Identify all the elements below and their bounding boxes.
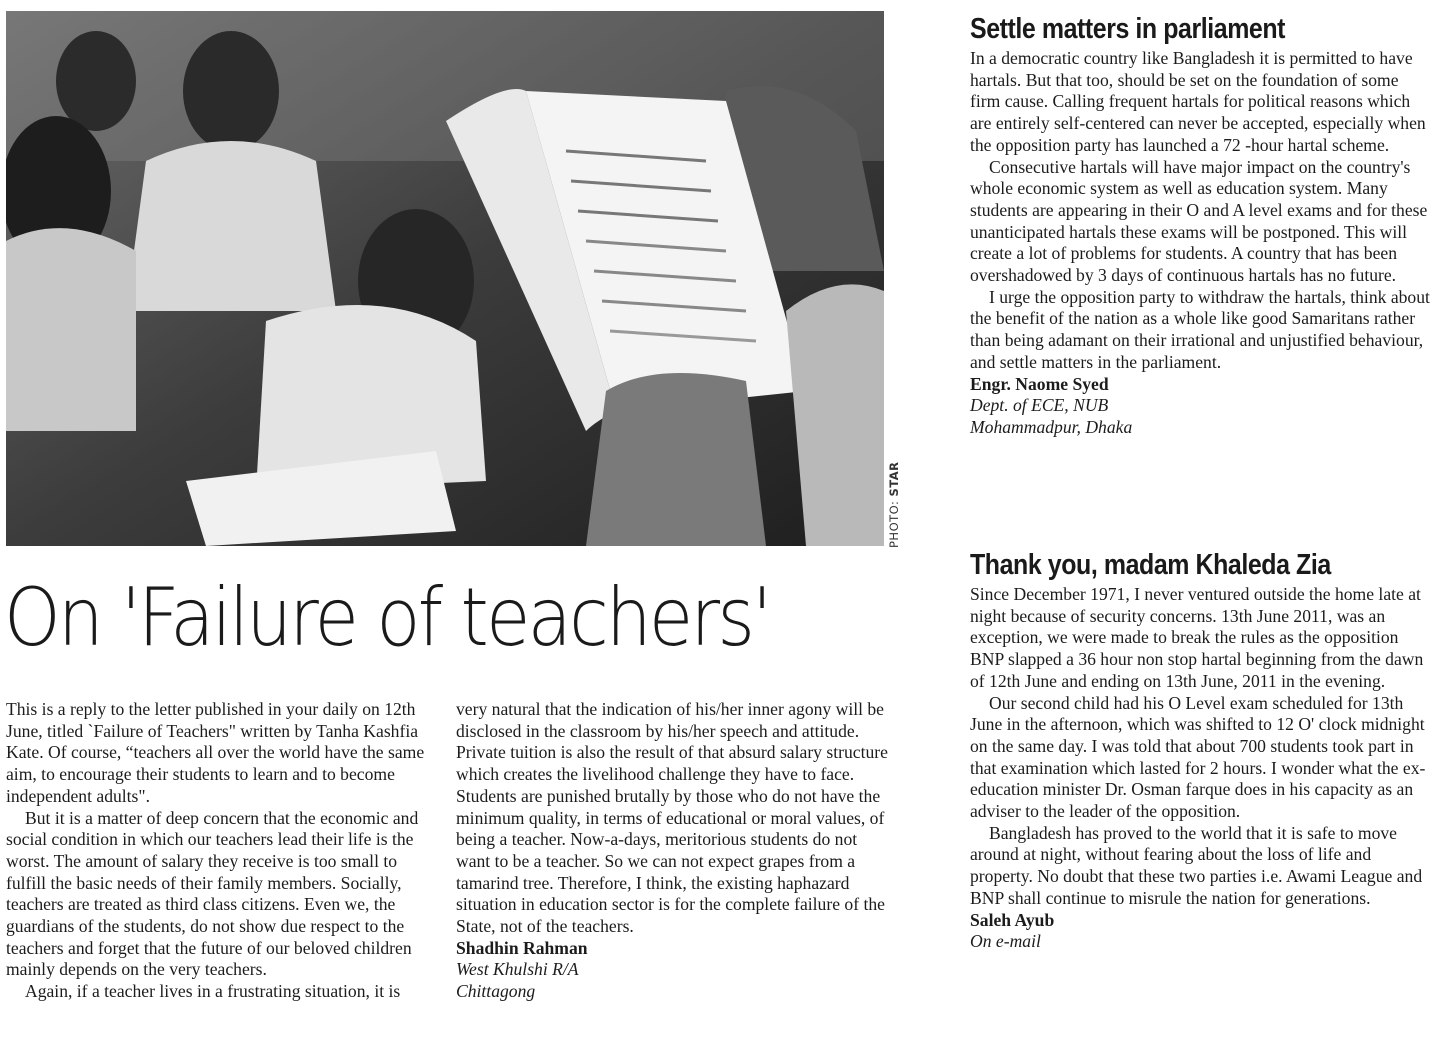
letter-settle-matters	[970, 12, 1432, 439]
letter-title: Thank you, madam Khaleda Zia	[970, 549, 1331, 581]
classroom-photo	[6, 11, 884, 546]
main-article-paragraph: Again, if a teacher lives in a frustrating situation, it is	[25, 981, 401, 1002]
letter-thank-you	[970, 548, 1432, 953]
letter-paragraph: Our second child had his O Level exam scheduled for 13th June in the afternoon, which was shifted to 12 O' clock midnight on the same day. I was told that about 700 students took part in that examination which lasted for 2 hours. I wonder what the ex-education minister Dr. Osman farque does in his capacity as an adviser to the leader of the opposition.	[970, 692, 1426, 822]
main-article-paragraph: But it is a matter of deep concern that the economic and social condition in which our teachers lead their life is the worst. The amount of salary they receive is too small to fulfill the basic needs of their family members. Socially, teachers are treated as third class citizens. Even we, the guardians of the students, do not show due respect to the teachers and forget that the future of our beloved children mainly depends on the very teachers.	[6, 807, 419, 980]
letter-signature: Engr. Naome Syed	[970, 373, 1109, 394]
letter-affiliation: On e-mail	[970, 931, 1041, 952]
letter-paragraph: I urge the opposition party to withdraw the hartals, think about the benefit of the nation as a whole like good Samaritans rather than being adamant on their irrational and unjustified behaviour, and settle matters in the parliament.	[970, 286, 1430, 372]
letter-paragraph: Since December 1971, I never ventured outside the home late at night because of security concerns. 13th June 2011, was an exception, we were made to break the rules as the opposition BNP slapped a 36 hour non stop hartal beginning from the dawn of 12th June and ending on 13th June, 2011 in the evening.	[970, 584, 1424, 691]
main-article-column-1	[6, 699, 441, 1003]
main-article-paragraph: This is a reply to the letter published in your daily on 12th June, titled `Failure of Teachers" written by Tanha Kashfia Kate. Of course, “teachers all over the world have the same aim, to encourage their students to learn and to become independent adults".	[6, 699, 425, 806]
letter-affiliation: Dept. of ECE, NUB	[970, 395, 1109, 416]
main-headline: On 'Failure of teachers'	[4, 571, 770, 664]
letter-paragraph: In a democratic country like Bangladesh it is permitted to have hartals. But that too, should be set on the foundation of some firm cause. Calling frequent hartals for political reasons which are entirely self-centered can never be accepted, especially when the opposition party has launched a 72 -hour hartal scheme.	[970, 48, 1426, 155]
main-article-paragraph: very natural that the indication of his/her inner agony will be disclosed in the classroom by his/her speech and attitude. Private tuition is also the result of that absurd salary structure which creates the livelihood challenge they have to face. Students are punished brutally by those who do not have the minimum quality, in terms of educational or moral values, of being a teacher. Now-a-days, meritorious students do not want to be a teacher. So we can not expect grapes from a tamarind tree. Therefore, I think, the existing haphazard situation in education sector is for the complete failure of the State, not of the teachers.	[456, 699, 888, 937]
letter-location: Mohammadpur, Dhaka	[970, 416, 1133, 437]
main-article-column-2	[456, 699, 891, 1003]
letter-signature: Saleh Ayub	[970, 909, 1055, 930]
main-article-location: Chittagong	[456, 981, 536, 1002]
main-article-affiliation: West Khulshi R/A	[456, 959, 579, 980]
letter-paragraph: Bangladesh has proved to the world that it is safe to move around at night, without fearing about the loss of life and property. No doubt that these two parties i.e. Awami League and BNP shall continue to misrule the nation for generations.	[970, 822, 1423, 908]
photo-credit	[888, 458, 904, 548]
letter-body	[970, 584, 1432, 953]
letter-body	[970, 48, 1432, 439]
classroom-photo-illustration	[6, 11, 884, 546]
photo-credit-prefix: PHOTO:	[887, 500, 901, 548]
letter-paragraph: Consecutive hartals will have major impact on the country's whole economic system as well as education system. Many students are appearing in their O and A level exams and for these unanticipated hartals these exams will be postponed. This will create a lot of problems for students. A country that has been overshadowed by 3 days of continuous hartals has no future.	[970, 156, 1428, 286]
main-article-signature: Shadhin Rahman	[456, 937, 588, 958]
photo-credit-source: STAR	[887, 461, 901, 497]
letter-title: Settle matters in parliament	[970, 13, 1286, 45]
